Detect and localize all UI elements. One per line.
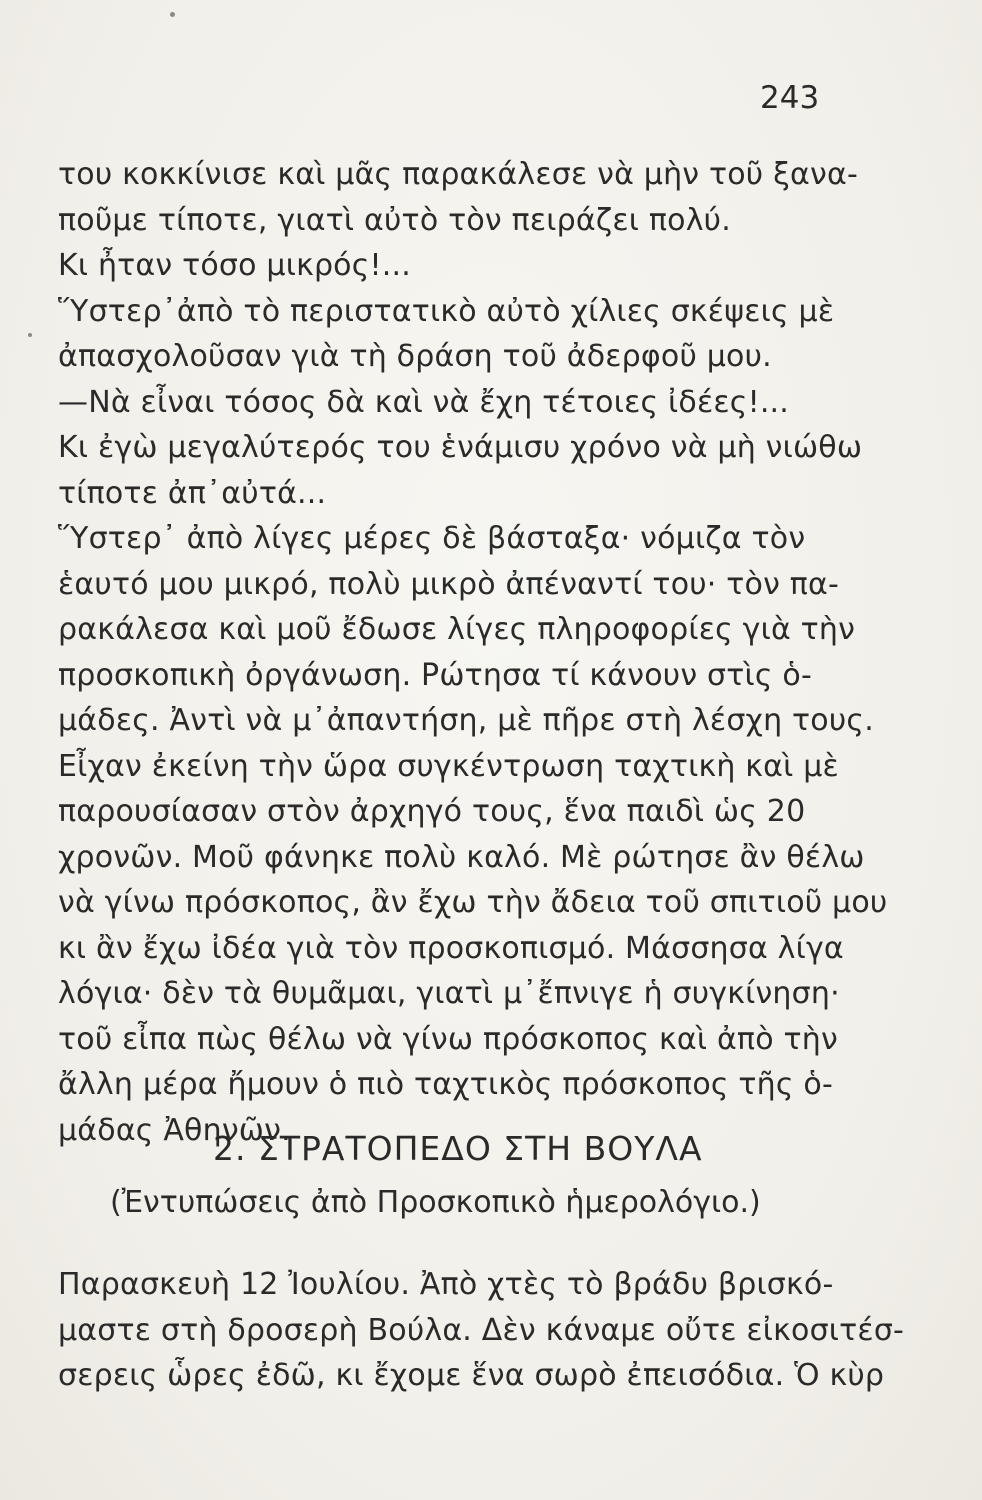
section-subtitle: (Ἐντυπώσεις ἀπὸ Προσκοπικὸ ἡμερολόγιο.) [110,1185,761,1220]
text-line: ποῦμε τίποτε, γιατὶ αὐτὸ τὸν πειράζει πολύ. [58,202,731,238]
text-line: Ὕστερ᾽ἀπὸ τὸ περιστατικὸ αὐτὸ χίλιες σκέψεις μὲ [58,293,835,329]
text-line: προσκοπικὴ ὀργάνωση. Ρώτησα τί κάνουν στὶς ὁ- [58,657,812,693]
text-line: μάδες. Ἀντὶ νὰ μ᾽ἀπαντήση, μὲ πῆρε στὴ λέσχη τους. [58,703,874,738]
text-line: Εἶχαν ἐκείνη τὴν ὥρα συγκέντρωση ταχτικὴ καὶ μὲ [58,748,839,784]
text-line: χρονῶν. Μοῦ φάνηκε πολὺ καλό. Μὲ ρώτησε ἂν θέλω [58,839,865,875]
text-line: νὰ γίνω πρόσκοπος, ἂν ἔχω τὴν ἄδεια τοῦ σπιτιοῦ μου [58,885,888,920]
text-line: σερεις ὧρες ἐδῶ, κι ἔχομε ἕνα σωρὸ ἐπεισόδια. Ὁ κὺρ [58,1358,885,1393]
text-line: μαστε στὴ δροσερὴ Βούλα. Δὲν κάναμε οὔτε εἰκοσιτέσ- [58,1312,905,1348]
text-line: τοῦ εἶπα πὼς θέλω νὰ γίνω πρόσκοπος καὶ ἀπὸ τὴν [58,1021,838,1057]
text-line: ἑαυτό μου μικρό, πολὺ μικρὸ ἀπέναντί του· τὸν πα- [58,566,840,602]
text-line: κι ἂν ἔχω ἰδέα γιὰ τὸν προσκοπισμό. Μάσσησα λίγα [58,930,844,966]
body-text-bottom [58,1262,905,1399]
body-text-top [58,152,888,1153]
text-line: Ὕστερ᾽ ἀπὸ λίγες μέρες δὲ βάσταξα· νόμιζα τὸν [58,521,806,556]
text-line: —Νὰ εἶναι τόσος δὰ καὶ νὰ ἔχη τέτοιες ἰδέες!... [58,384,790,420]
text-line: Παρασκευὴ 12 Ἰουλίου. Ἀπὸ χτὲς τὸ βράδυ βρισκό- [58,1267,834,1302]
ink-speck [170,12,175,17]
text-line: παρουσίασαν στὸν ἀρχηγό τους, ἕνα παιδὶ ὡς 20 [58,794,806,829]
page-number: 243 [760,80,820,116]
text-line: ἀπασχολοῦσαν γιὰ τὴ δράση τοῦ ἀδερφοῦ μου. [58,339,772,374]
text-line: τίποτε ἀπ᾽αὐτά... [58,475,327,511]
text-line: μάδας Ἀθηνῶν. [58,1112,291,1148]
text-line: Κι ἦταν τόσο μικρός!... [58,248,411,283]
text-line: ἄλλη μέρα ἤμουν ὁ πιὸ ταχτικὸς πρόσκοπος τῆς ὁ- [58,1067,834,1102]
text-line: λόγια· δὲν τὰ θυμᾶμαι, γιατὶ μ᾽ἔπνιγε ἡ συγκίνηση· [58,976,840,1011]
text-line: Κι ἐγὼ μεγαλύτερός του ἑνάμισυ χρόνο νὰ μὴ νιώθω [58,430,863,465]
text-line: ρακάλεσα καὶ μοῦ ἔδωσε λίγες πληροφορίες γιὰ τὴν [58,612,856,647]
text-line: του κοκκίνισε καὶ μᾶς παρακάλεσε νὰ μὴν τοῦ ξανα- [58,157,858,192]
section-title: 2. ΣΤΡΑΤΟΠΕΔΟ ΣΤΗ ΒΟΥΛΑ [213,1129,703,1168]
ink-speck [28,333,32,337]
